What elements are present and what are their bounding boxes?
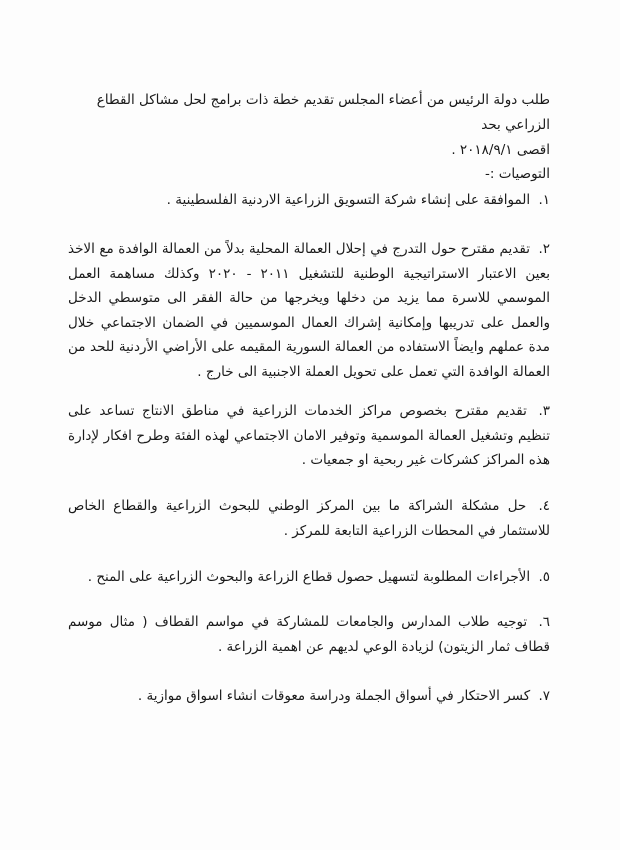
intro-line-1: طلب دولة الرئيس من أعضاء المجلس تقديم خطة ذات برامج لحل مشاكل القطاع الزراعي بحد — [96, 92, 550, 133]
item-number: ٣. — [538, 403, 551, 419]
recommendations-heading: التوصيات :- — [485, 166, 550, 182]
item-text: الأجراءات المطلوبة لتسهيل حصول قطاع الزراعة والبحوث الزراعية على المنح . — [87, 569, 531, 585]
item-number: ٢. — [538, 241, 550, 257]
intro-paragraph — [70, 88, 550, 163]
item-text: توجيه طلاب المدارس والجامعات للمشاركة في مواسم القطاف ( مثال موسم قطاف ثمار الزيتون) لزيادة الوعي لديهم عن اهمية الزراعة . — [68, 614, 550, 655]
item-text: كسر الاحتكار في أسواق الجملة ودراسة معوقات انشاء اسواق موازية . — [137, 688, 531, 704]
recommendation-item-4 — [68, 494, 550, 543]
recommendation-item-2 — [68, 237, 550, 384]
item-number: ٦. — [538, 614, 550, 630]
item-number: ٤. — [538, 498, 550, 514]
item-text: الموافقة على إنشاء شركة التسويق الزراعية الاردنية الفلسطينية . — [166, 192, 531, 208]
item-text: تقديم مقترح حول التدرج في إحلال العمالة المحلية بدلاً من العمالة الوافدة مع الاخذ بعين الاعتبار الاستراتيجية الوطنية للتشغيل ٢٠١١ - ٢٠٢٠ وكذلك مساهمة العمل الموسمي للاسرة مما يزيد من دخلها ويخرجها من حالة الفقر الى متوسطي الدخل والعمل على تدريبها وإمكانية إشراك العمال الموسميين في الضمان الاجتماعي خلال مدة عملهم وايضاً الاستفاده من العمالة السورية المقيمه على الأراضي الأردنية للحد من العمالة الوافدة التي تعمل على تحويل العملة الاجنبية الى خارج . — [68, 241, 550, 380]
recommendation-item-5 — [68, 565, 550, 590]
recommendation-item-7 — [68, 684, 550, 709]
intro-line-2: اقصى ٢٠١٨/٩/١ . — [451, 142, 550, 158]
recommendation-item-6 — [68, 610, 550, 659]
item-number: ١. — [538, 192, 550, 208]
item-text: حل مشكلة الشراكة ما بين المركز الوطني للبحوث الزراعية والقطاع الخاص للاستثمار في المحطات الزراعية التابعة للمركز . — [68, 498, 550, 539]
recommendation-item-3 — [68, 399, 550, 473]
item-text: تقديم مقترح بخصوص مراكز الخدمات الزراعية في مناطق الانتاج تساعد على تنظيم وتشغيل العمالة الموسمية وتوفير الامان الاجتماعي لهذه الفئة وطرح افكار لإدارة هذه المراكز كشركات غير ربحية او جمعيات . — [68, 403, 550, 468]
item-number: ٧. — [538, 688, 550, 704]
recommendation-item-1 — [68, 188, 550, 213]
item-number: ٥. — [538, 569, 550, 585]
